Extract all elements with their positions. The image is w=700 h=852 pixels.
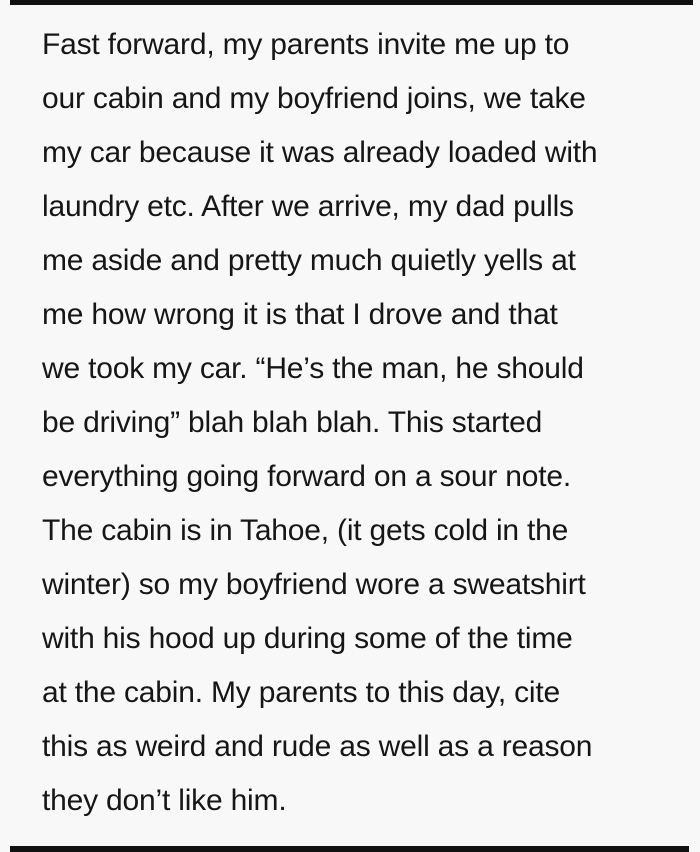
bottom-divider [10,846,689,852]
top-divider [10,0,693,5]
text-line: this as weird and rude as well as a reason [42,730,593,763]
text-line: me how wrong it is that I drove and that [42,298,558,331]
text-line: The cabin is in Tahoe, (it gets cold in the [42,514,569,547]
text-line: winter) so my boyfriend wore a sweatshirt [42,568,586,601]
text-line: our cabin and my boyfriend joins, we take [42,82,586,115]
text-line: my car because it was already loaded with [42,136,598,169]
text-line: they don’t like him. [42,784,287,817]
post-text [42,18,662,828]
text-line: me aside and pretty much quietly yells at [42,244,576,277]
text-line: everything going forward on a sour note. [42,460,571,493]
text-line: we took my car. “He’s the man, he should [42,352,584,385]
text-line: at the cabin. My parents to this day, cite [42,676,560,709]
text-line: with his hood up during some of the time [42,622,573,655]
text-line: laundry etc. After we arrive, my dad pulls [42,190,574,223]
text-line: be driving” blah blah blah. This started [42,406,543,439]
text-line: Fast forward, my parents invite me up to [42,28,570,61]
